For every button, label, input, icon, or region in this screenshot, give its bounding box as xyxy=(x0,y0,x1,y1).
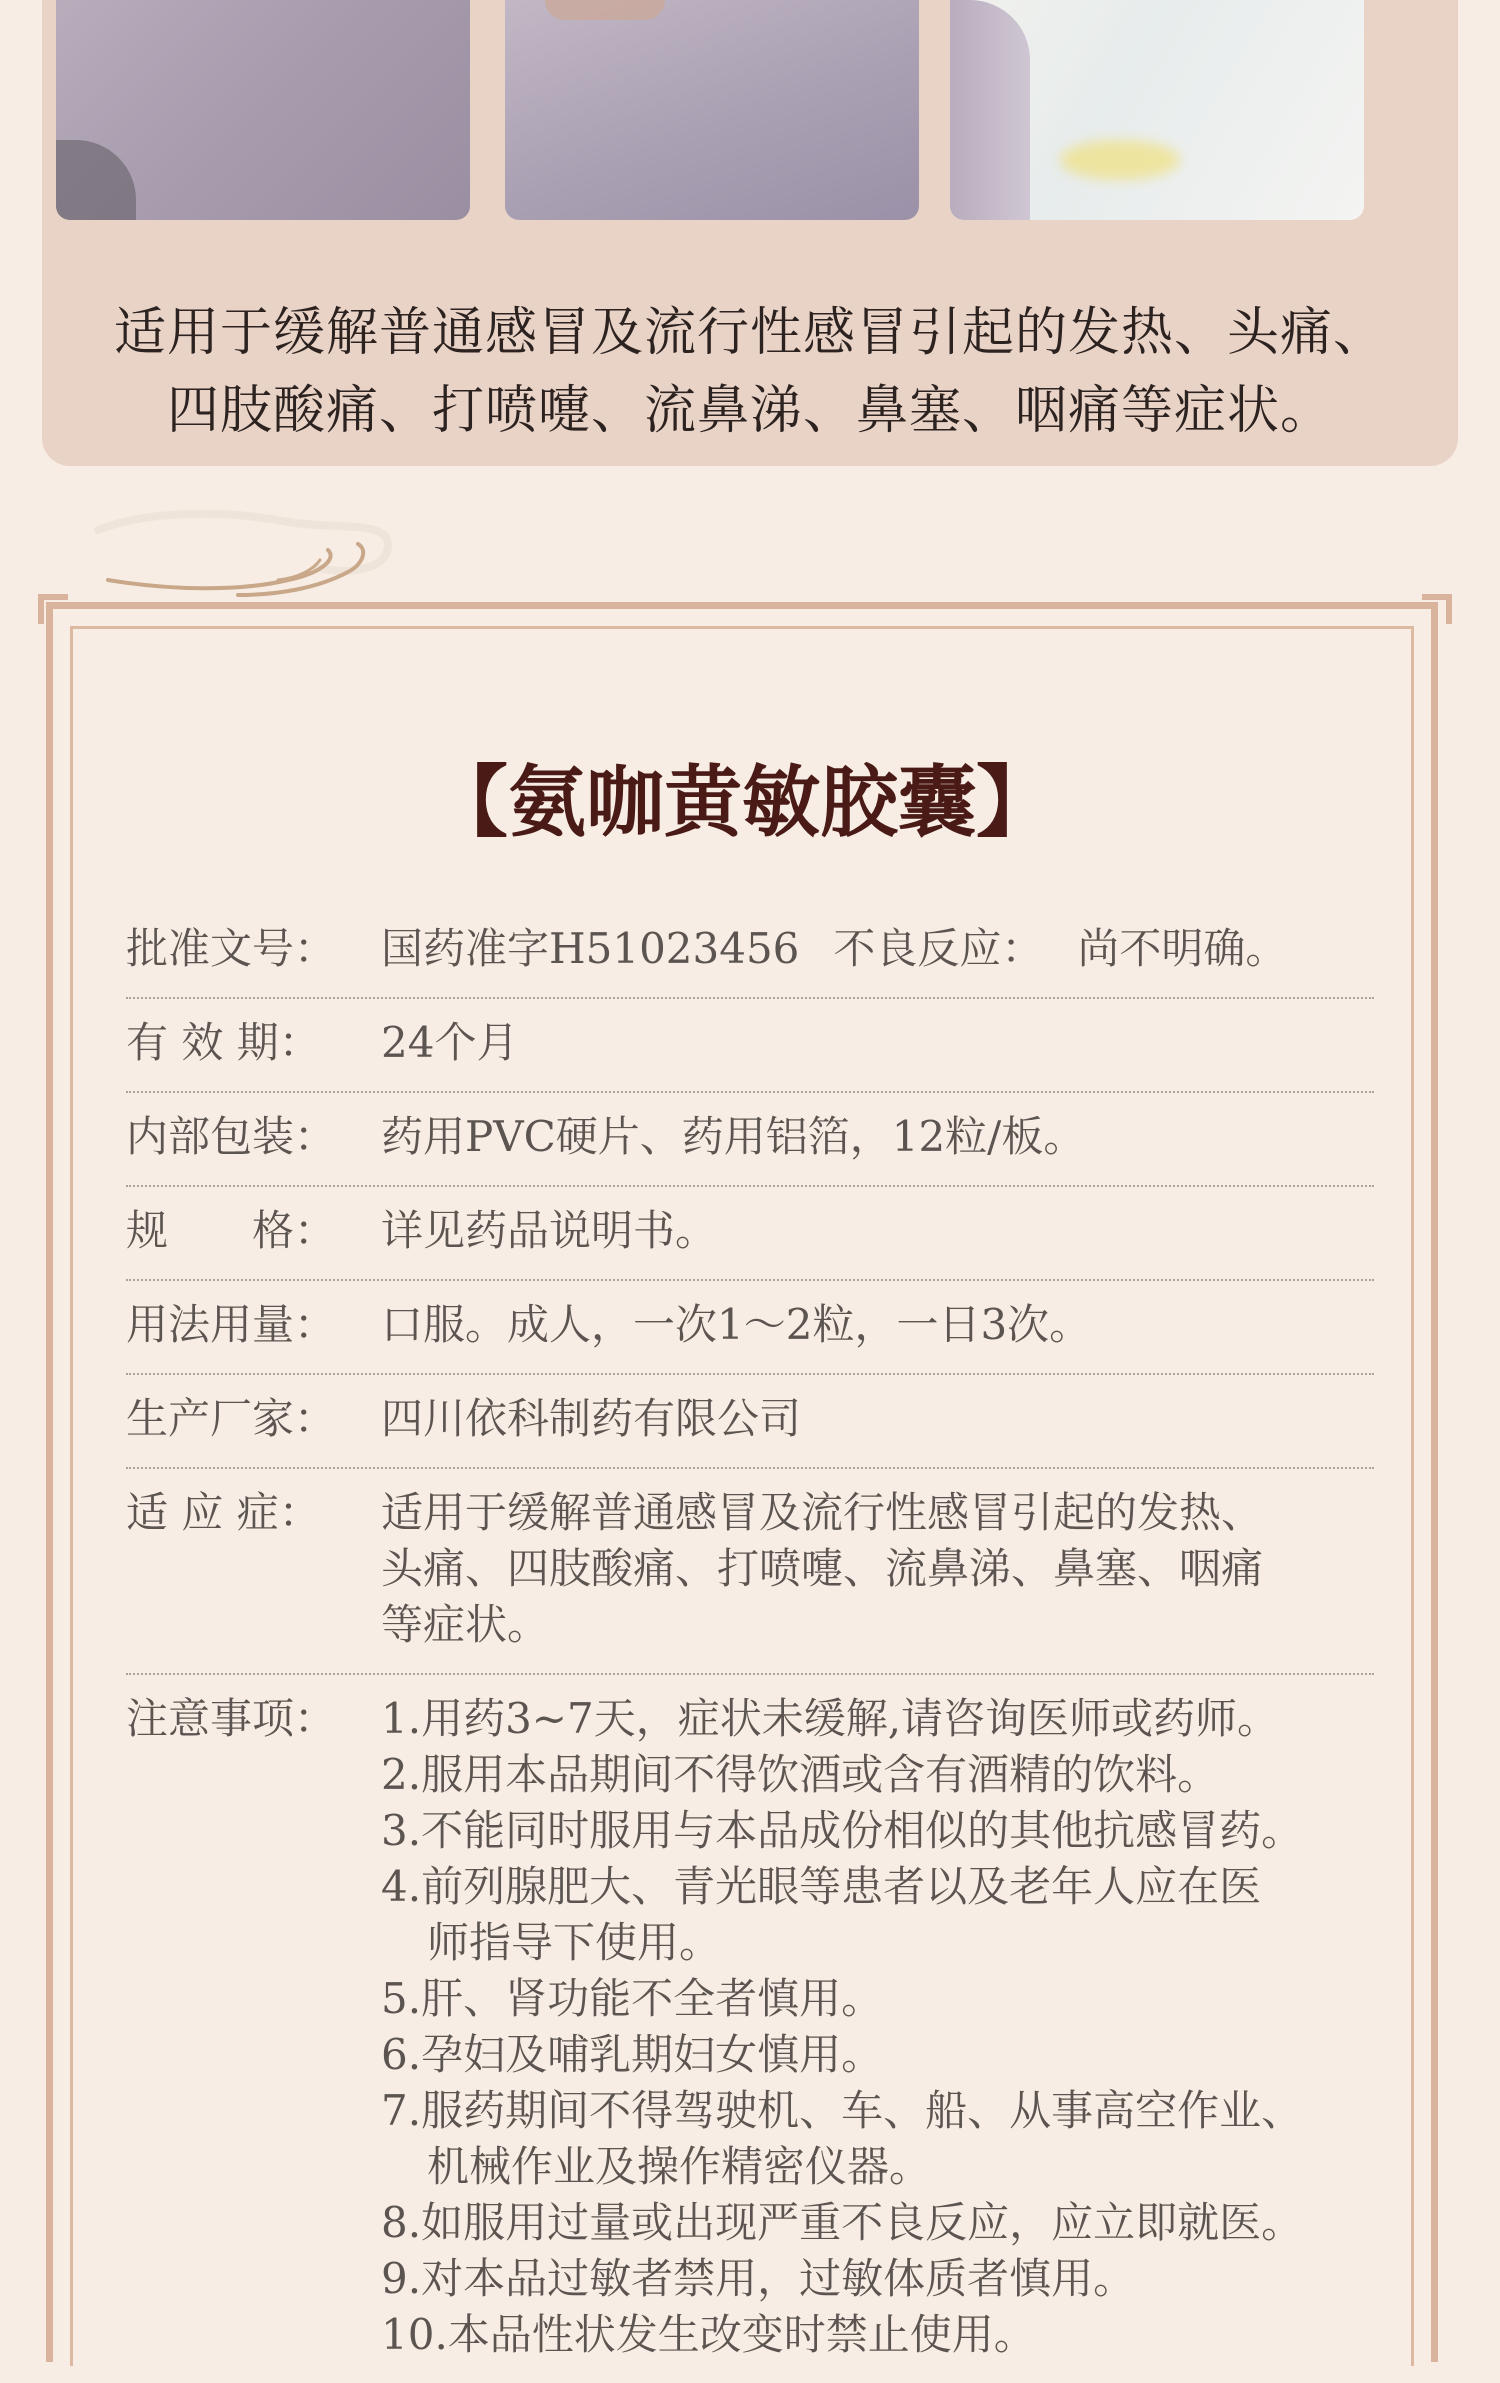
packaging-label: 内部包装： xyxy=(126,1112,337,1161)
indications-label: 适 应 症： xyxy=(126,1488,321,1537)
row-validity xyxy=(126,999,1374,1093)
row-dosage xyxy=(126,1281,1374,1375)
row-specification xyxy=(126,1187,1374,1281)
precaution-item: 7.服药期间不得驾驶机、车、船、从事高空作业、 机械作业及操作精密仪器。 xyxy=(381,2086,1304,2191)
precaution-item: 1.用药3~7天，症状未缓解,请咨询医师或药师。 xyxy=(381,1694,1280,1743)
precaution-item: 9.对本品过敏者禁用，过敏体质者慎用。 xyxy=(381,2254,1136,2303)
manufacturer-label: 生产厂家： xyxy=(126,1394,337,1443)
frame-corner-left xyxy=(38,594,68,624)
packaging-value: 药用PVC硬片、药用铝箔，12粒/板。 xyxy=(381,1112,1086,1161)
cloud-swirl-icon xyxy=(88,500,408,610)
precaution-item: 6.孕妇及哺乳期妇女慎用。 xyxy=(381,2030,884,2079)
approval-number-label: 批准文号： xyxy=(126,924,337,973)
specification-label: 规 格： xyxy=(126,1206,337,1255)
indication-text-line-2: 四肢酸痛、打喷嚏、流鼻涕、鼻塞、咽痛等症状。 xyxy=(166,381,1333,441)
photo-person-arm xyxy=(505,0,919,220)
precaution-item: 4.前列腺肥大、青光眼等患者以及老年人应在医 师指导下使用。 xyxy=(381,1862,1262,1967)
approval-number-value: 国药准字H51023456 xyxy=(381,924,800,973)
dosage-label: 用法用量： xyxy=(126,1300,337,1349)
validity-label: 有 效 期： xyxy=(126,1018,321,1067)
product-info-table xyxy=(126,905,1374,2383)
precautions-label: 注意事项： xyxy=(126,1694,337,1743)
row-indications xyxy=(126,1469,1374,1675)
precaution-item: 5.肝、肾功能不全者慎用。 xyxy=(381,1974,884,2023)
precaution-item: 10.本品性状发生改变时禁止使用。 xyxy=(381,2310,1036,2359)
row-precautions xyxy=(126,1675,1374,2383)
adverse-reaction-label: 不良反应： xyxy=(833,924,1044,973)
validity-value: 24个月 xyxy=(381,1018,519,1067)
specification-value: 详见药品说明书。 xyxy=(381,1206,718,1255)
adverse-reaction-value: 尚不明确。 xyxy=(1077,924,1288,973)
precautions-list xyxy=(381,1691,1374,2363)
photo-person-sweater xyxy=(56,0,470,220)
precaution-item: 8.如服用过量或出现严重不良反应，应立即就医。 xyxy=(381,2198,1304,2247)
indication-text-line-1: 适用于缓解普通感冒及流行性感冒引起的发热、头痛、 xyxy=(113,303,1386,363)
frame-corner-right xyxy=(1422,594,1452,624)
row-manufacturer xyxy=(126,1375,1374,1469)
photo-person-flowers xyxy=(950,0,1364,220)
row-packaging xyxy=(126,1093,1374,1187)
indications-line: 等症状。 xyxy=(381,1600,550,1649)
row-approval-number xyxy=(126,905,1374,999)
manufacturer-value: 四川依科制药有限公司 xyxy=(381,1394,802,1443)
indications-line: 头痛、四肢酸痛、打喷嚏、流鼻涕、鼻塞、咽痛 xyxy=(381,1544,1264,1593)
dosage-value: 口服。成人，一次1～2粒，一日3次。 xyxy=(381,1300,1092,1349)
precaution-item: 3.不能同时服用与本品成份相似的其他抗感冒药。 xyxy=(381,1806,1304,1855)
product-title: 【氨咖黄敏胶囊】 xyxy=(429,757,1054,848)
indications-line: 适用于缓解普通感冒及流行性感冒引起的发热、 xyxy=(381,1488,1264,1537)
precaution-item: 2.服用本品期间不得饮酒或含有酒精的饮料。 xyxy=(381,1750,1220,1799)
indications-value xyxy=(381,1485,1374,1653)
